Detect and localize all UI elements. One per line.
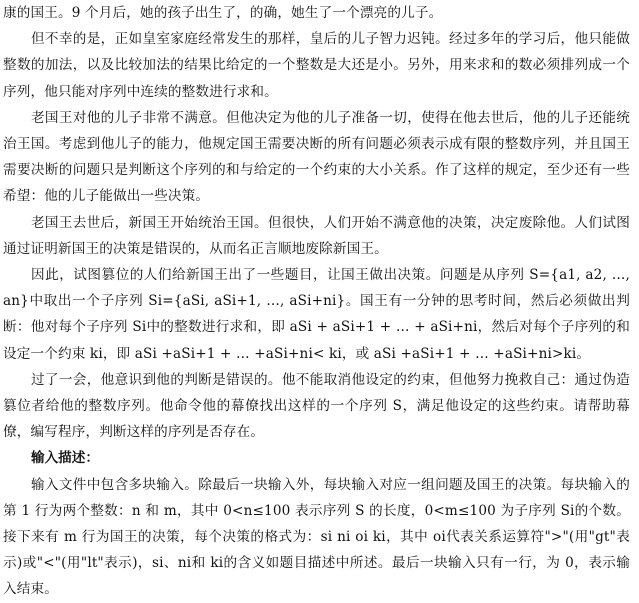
paragraph-old-king-rule: 老国王对他的儿子非常不满意。但他决定为他的儿子准备一切，使得在他去世后，他的儿子还能统治王国。考虑到他儿子的能力，他规定国王需要决断的所有问题必须表示成有限的整数序列，并且国王需要决断的问题只是判断这个序列的和与给定的一个约束的大小关系。作了这样的规定，至少还有一些希望：他的儿子能做出一些决策。 — [3, 109, 630, 205]
input-description-heading: 输入描述： — [31, 450, 99, 467]
paragraph-task: 过了一会，他意识到他的判断是错误的。他不能取消他设定的约束，但他努力挽救自己：通过伪造篡位者给他的整数序列。他命令他的幕僚找出这样的一个序列 S，满足他设定的这些约束。请帮助幕僚，编写程序，判断这样的序列是否存在。 — [3, 371, 630, 441]
paragraph-new-king: 老国王去世后，新国王开始统治王国。但很快，人们开始不满意他的决策，决定废除他。人们试图通过证明新国王的决策是错误的，从而名正言顺地废除新国王。 — [3, 214, 630, 257]
paragraph-king-born: 康的国王。9 个月后，她的孩子出生了，的确，她生了一个漂亮的儿子。 — [3, 5, 443, 21]
paragraph-input-format: 输入文件中包含多块输入。除最后一块输入外，每块输入对应一组问题及国王的决策。每块输入的第 1 行为两个整数：n 和 m，其中 0<n≤100 表示序列 S 的长度，0<m≤100 为子序列 Si的个数。接下来有 m 行为国王的决策，每个决策的格式为：si ni oi ki，其中 oi代表关系运算符">"(用"gt"表示)或"<"(用"lt"表示)，si、ni和 ki的含义如题目描述中所述。最后一块输入只有一行，为 0，表示输入结束。 — [3, 476, 630, 598]
paragraph-son-ability: 但不幸的是，正如皇室家庭经常发生的那样，皇后的儿子智力迟钝。经过多年的学习后，他只能做整数的加法，以及比较加法的结果比给定的一个整数是大还是小。另外，用来求和的数必须排列成一个序列，他只能对序列中连续的整数进行求和。 — [3, 31, 630, 100]
paragraph-problem-statement: 因此，试图篡位的人们给新国王出了一些题目，让国王做出决策。问题是从序列 S={a1, a2, …, an}中取出一个子序列 Si={aSi, aSi+1, …, aSi+ni}。国王有一分钟的思考时间，然后必须做出判断：他对每个子序列 Si中的整数进行求和，即 aSi + aSi+1 + … + aSi+ni，然后对每个子序列的和设定一个约束 ki，即 aSi +aSi+1 + … +aSi+ni< ki，或 aSi +aSi+1 + … +aSi+ni>ki。 — [3, 267, 630, 362]
